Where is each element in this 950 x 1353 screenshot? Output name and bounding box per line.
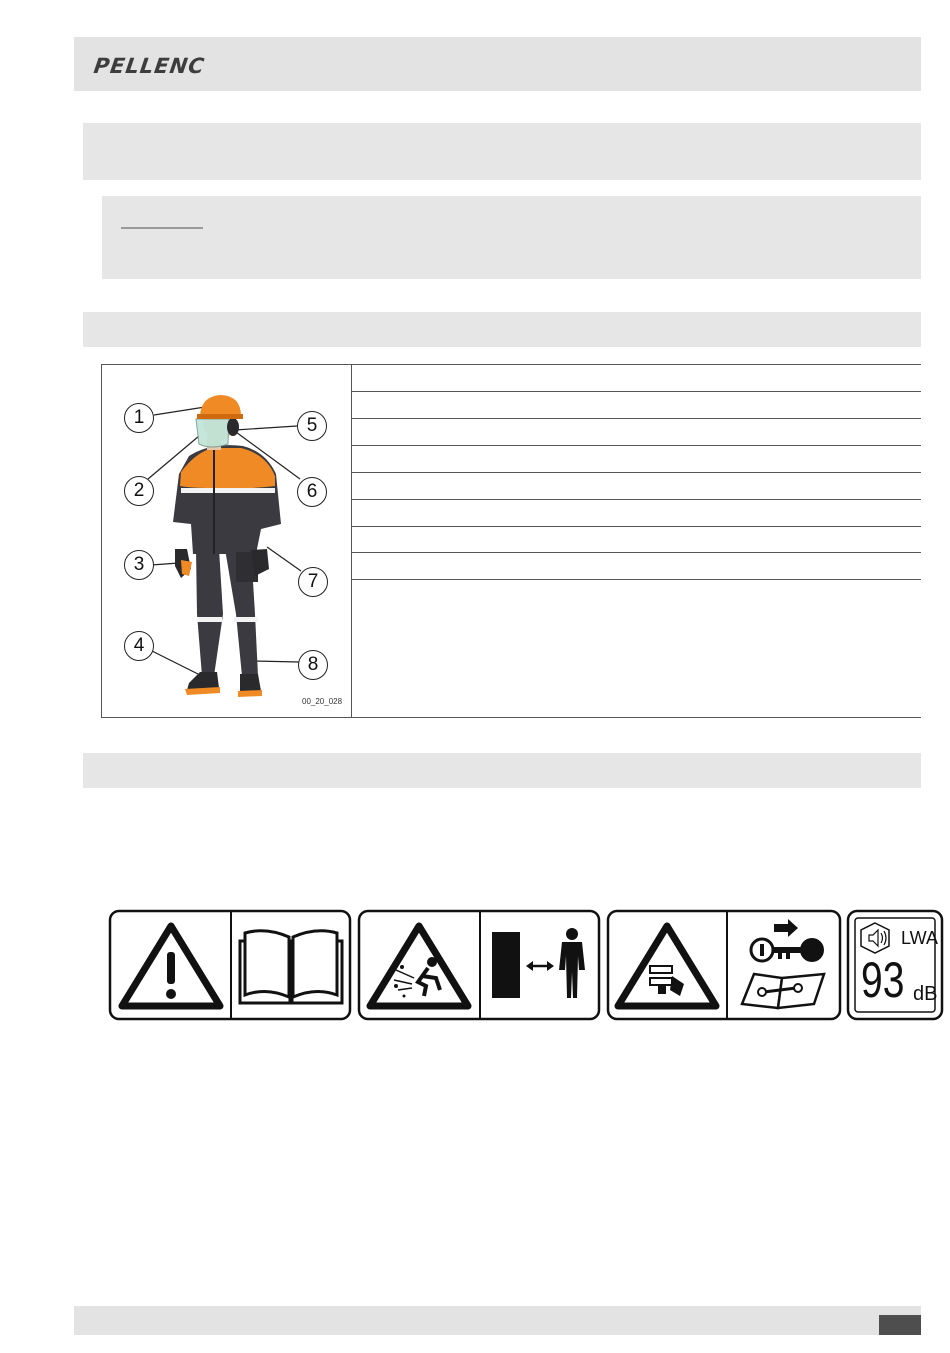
callout-7: 7 — [298, 567, 328, 597]
sound-power-symbol: LWA — [901, 928, 939, 948]
brand-logo: PELLENC — [92, 54, 207, 78]
callout-5: 5 — [297, 411, 327, 441]
sound-power-unit: dB — [913, 983, 938, 1005]
remove-key-icon — [744, 918, 828, 968]
maintenance-hazard-icon — [614, 920, 720, 1012]
warning-icon — [118, 920, 224, 1012]
footer-bar — [74, 1306, 921, 1335]
projection-hazard-icon — [366, 920, 472, 1012]
callout-1: 1 — [124, 403, 154, 433]
callout-2: 2 — [124, 476, 154, 506]
callout-4: 4 — [124, 631, 154, 661]
maintenance-manual-icon — [740, 970, 830, 1012]
sound-power-value: 93 — [861, 952, 905, 1008]
callout-3: 3 — [124, 550, 154, 580]
page-number-badge — [879, 1315, 921, 1335]
manual-icon — [236, 925, 346, 1007]
safety-distance-icon — [488, 926, 592, 1002]
callout-8: 8 — [298, 650, 328, 680]
callout-6: 6 — [297, 477, 327, 507]
figure-code: 00_20_028 — [302, 697, 343, 706]
